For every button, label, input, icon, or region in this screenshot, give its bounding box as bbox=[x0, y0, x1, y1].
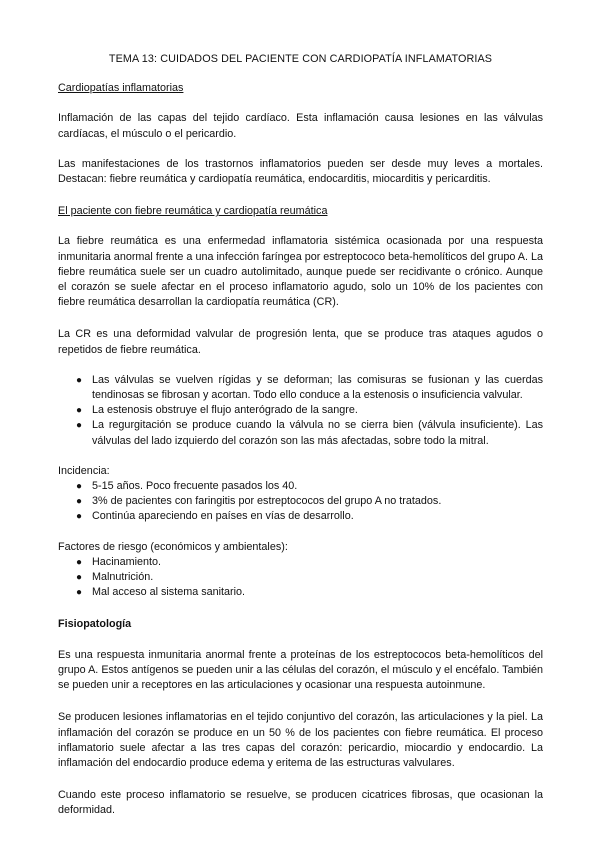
bullet-icon: ● bbox=[76, 374, 83, 386]
paragraph-lesiones-inflamatorias: Se producen lesiones inflamatorias en el tejido conjuntivo del corazón, las articulaciones y la piel. La inflamación del corazón se produce en un 50 % de los pacientes con fiebre reumática. El proceso inflamatorio suele afectar a las tres capas del corazón: pericardio, miocardio y endocardio. La inflamación del endocardio produce edema y eritema de las estructuras valvulares. bbox=[58, 711, 543, 769]
bullet-icon: ● bbox=[76, 420, 83, 432]
bullet-icon: ● bbox=[76, 496, 83, 508]
incidence-list bbox=[58, 479, 543, 525]
risk-factors-list bbox=[58, 555, 543, 601]
bullet-icon: ● bbox=[76, 481, 83, 493]
section-heading-fiebre-reumatica: El paciente con fiebre reumática y cardiopatía reumática bbox=[58, 205, 328, 218]
section-heading-fisiopatologia: Fisiopatología bbox=[58, 618, 132, 631]
list-item bbox=[58, 494, 543, 509]
list-item bbox=[58, 509, 543, 524]
bullet-icon: ● bbox=[76, 587, 83, 599]
list-item-text: La estenosis obstruye el flujo anterógrado de la sangre. bbox=[92, 404, 358, 417]
list-item-text: 5-15 años. Poco frecuente pasados los 40. bbox=[92, 480, 298, 493]
list-item bbox=[58, 555, 543, 570]
paragraph-respuesta-inmunitaria: Es una respuesta inmunitaria anormal frente a proteínas de los estreptococos beta-hemolíticos del grupo A. Estos antígenos se pueden unir a las células del corazón, el músculo y el encéfalo. También se pueden unir a receptores en las articulaciones y ocasionar una respuesta autoinmune. bbox=[58, 648, 543, 692]
section-heading-cardiopatias: Cardiopatías inflamatorias bbox=[58, 82, 184, 95]
list-item bbox=[58, 403, 543, 418]
list-item-text: La regurgitación se produce cuando la válvula no se cierra bien (válvula insuficiente). Las válvulas del lado izquierdo del corazón son las más afectadas, sobre todo la mitral. bbox=[92, 419, 543, 447]
list-item-text: Mal acceso al sistema sanitario. bbox=[92, 586, 246, 599]
bullet-icon: ● bbox=[76, 556, 83, 568]
cr-bullet-list bbox=[58, 373, 543, 449]
bullet-icon: ● bbox=[76, 572, 83, 584]
list-item-text: Hacinamiento. bbox=[92, 555, 162, 568]
list-item-text: Malnutrición. bbox=[92, 571, 154, 584]
list-item-text: 3% de pacientes con faringitis por estreptococos del grupo A no tratados. bbox=[92, 495, 442, 508]
paragraph-manifestaciones: Las manifestaciones de los trastornos inflamatorios pueden ser desde muy leves a mortales. Destacan: fiebre reumática y cardiopatía reumática, endocarditis, miocarditis y pericarditis. bbox=[58, 157, 543, 186]
list-item bbox=[58, 570, 543, 585]
risk-factors-label: Factores de riesgo (económicos y ambientales): bbox=[58, 540, 288, 553]
incidence-label: Incidencia: bbox=[58, 464, 110, 477]
list-item-text: Las válvulas se vuelven rígidas y se deforman; las comisuras se fusionan y las cuerdas tendinosas se fibrosan y acortan. Todo ello conduce a la estenosis o insuficiencia valvular. bbox=[92, 373, 543, 402]
list-item bbox=[58, 418, 543, 448]
document-page bbox=[58, 52, 543, 834]
list-item bbox=[58, 479, 543, 494]
paragraph-definicion: Inflamación de las capas del tejido cardíaco. Esta inflamación causa lesiones en las válvulas cardíacas, el músculo o el pericardio. bbox=[58, 112, 543, 140]
bullet-icon: ● bbox=[76, 511, 83, 523]
list-item-text: Continúa apareciendo en países en vías de desarrollo. bbox=[92, 510, 354, 523]
list-item bbox=[58, 373, 543, 403]
bullet-icon: ● bbox=[76, 405, 83, 417]
list-item bbox=[58, 585, 543, 600]
page-title: TEMA 13: CUIDADOS DEL PACIENTE CON CARDIOPATÍA INFLAMATORIAS bbox=[108, 53, 493, 65]
paragraph-cr: La CR es una deformidad valvular de progresión lenta, que se produce tras ataques agudos o repetidos de fiebre reumática. bbox=[58, 328, 543, 356]
paragraph-fiebre-reumatica: La fiebre reumática es una enfermedad inflamatoria sistémica ocasionada por una respuesta inmunitaria anormal frente a una infección faríngea por estreptococo beta-hemolíticos del grupo A. La fiebre reumática suele ser un cuadro autolimitado, aunque puede ser recidivante o crónico. Aunque el corazón se suele afectar en el proceso inflamatorio agudo, solo un 10% de los pacientes con fiebre reumática desarrollan la cardiopatía reumática (CR). bbox=[58, 235, 543, 309]
paragraph-cicatrices: Cuando este proceso inflamatorio se resuelve, se producen cicatrices fibrosas, que ocasionan la deformidad. bbox=[58, 789, 543, 817]
